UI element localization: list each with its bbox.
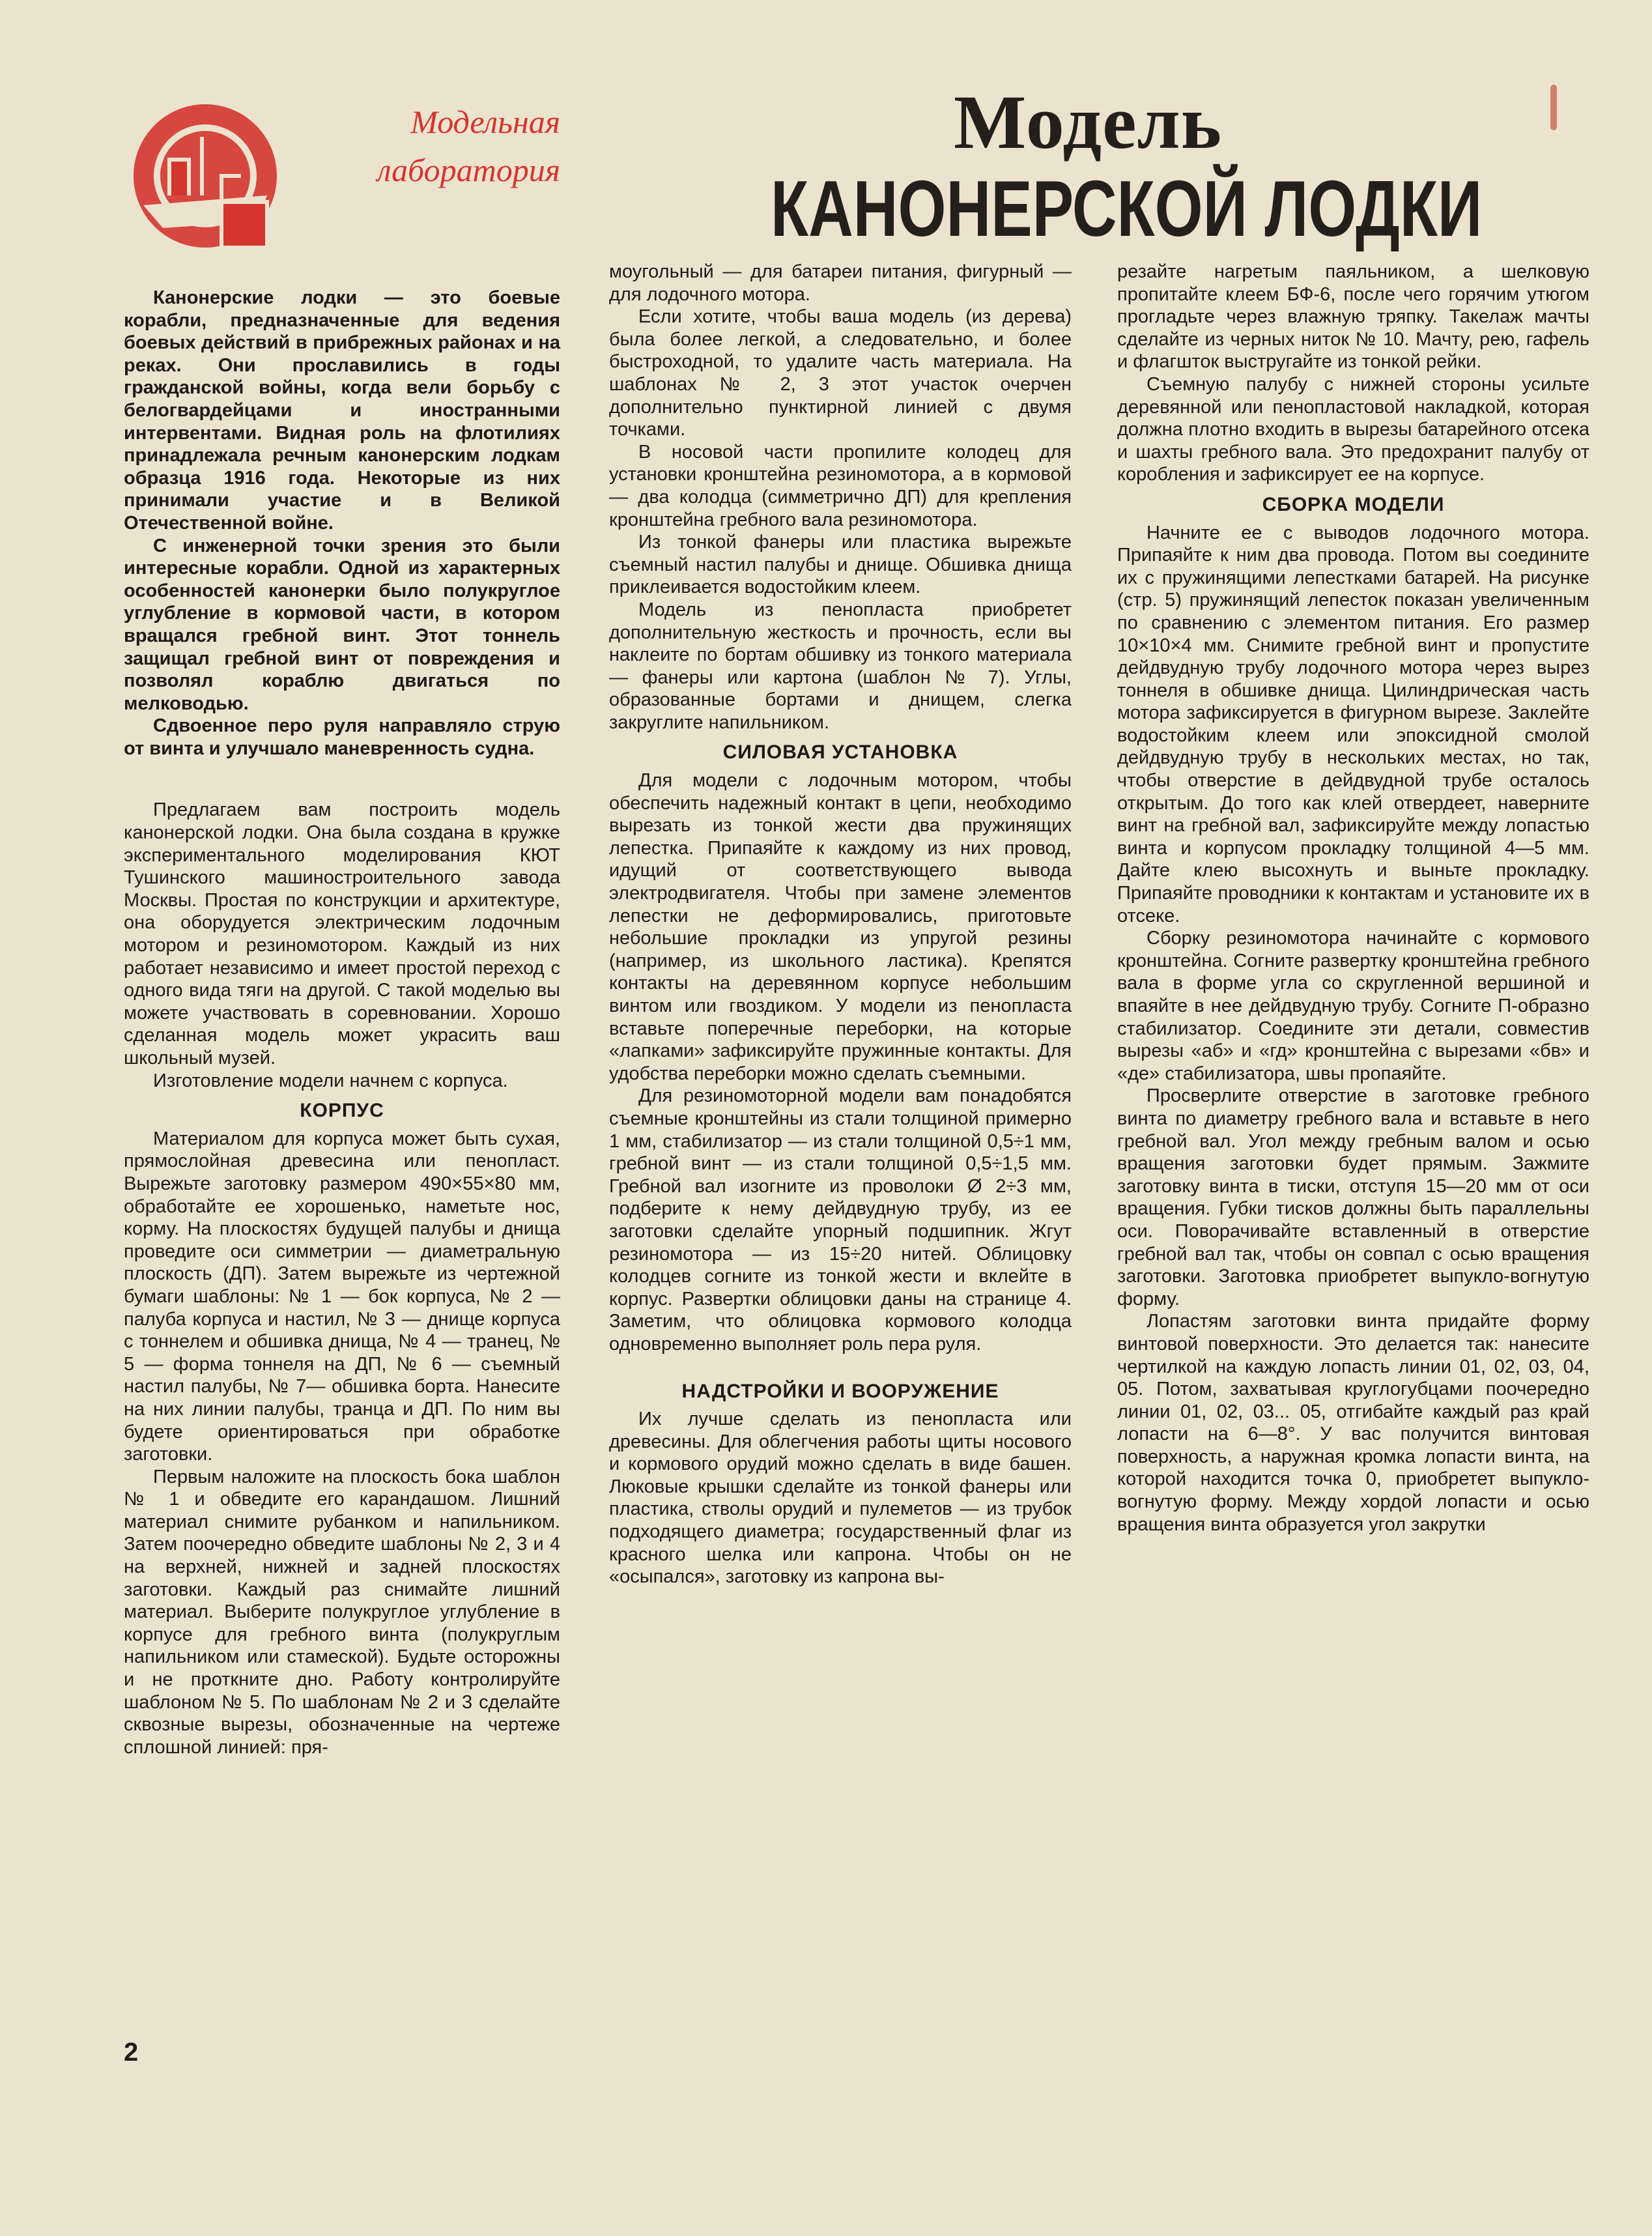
lab-emblem-icon <box>124 98 287 254</box>
rubric-line-2: лаборатория <box>377 152 560 188</box>
body-paragraph: Если хотите, чтобы ваша модель (из дерева) была более легкой, а следовательно, и более быстроходной, то удалите часть материала. На шаблонах № 2, 3 этот участок очерчен дополнительно пунктирной линией с двумя точками. <box>609 306 1072 440</box>
body-paragraph: Материалом для корпуса может быть сухая, прямослойная древесина или пенопласт. Вырежьте заготовку размером 490×55×80 мм, обработайте ее хорошенько, наметьте нос, корму. На плоскостях будущей палубы и днища проведите оси симметрии — диаметральную плоскость (ДП). Затем вырежьте из чертежной бумаги шаблоны: № 1 — бок корпуса, № 2 — палуба корпуса и настил, № 3 — днище корпуса с тоннелем и обшивка днища, № 4 — транец, № 5 — форма тоннеля на ДП, № 6 — съемный настил палубы, № 7— обшивка борта. Нанесите на них линии палубы, транца и ДП. По ним вы будете ориентироваться при обработке заготовки. <box>124 1128 560 1465</box>
intro-paragraph: Сдвоенное перо руля направляло струю от винта и улучшало маневренность судна. <box>124 715 560 759</box>
body-paragraph: Начните ее с выводов лодочного мотора. Припаяйте к ним два провода. Потом вы соедините их с пружинящими лепестками батарей. На рисунке (стр. 5) пружинящий лепесток показан увеличенным по сравнению с элементом питания. Его размер 10×10×4 мм. Снимите гребной винт и пропустите дейдвудную трубу лодочного мотора через вырез тоннеля в обшивке днища. Цилиндрическая часть мотора зафиксируется в фигурном вырезе. Заклейте водостойким клеем или эпоксидной смолой дейдвудную трубу в нескольких местах, но так, чтобы отверстие в дейдвудной трубе осталось открытым. До того как клей отвердеет, наверните винт на гребной вал, зафиксируйте между лопастью винта и корпусом прокладку толщиной 4—5 мм. Дайте клею высохнуть и выньте прокладку. Припаяйте проводники к контактам и установите их в отсеке. <box>1117 522 1589 926</box>
edge-mark <box>1550 85 1557 130</box>
body-paragraph: Просверлите отверстие в заготовке гребного винта по диаметру гребного вала и вставьте в него гребной вал. Угол между гребным валом и осью вращения заготовки будет прямым. Зажмите заготовку винта в тиски, отступя 15—20 мм от оси вращения. Губки тисков должны быть параллельны оси. Поворачивайте вставленный в отверстие гребной вал так, чтобы он совпал с осью вращения заготовки. Заготовка приобретет выпукло-вогнутую форму. <box>1117 1085 1589 1310</box>
body-paragraph: Изготовление модели начнем с корпуса. <box>153 1070 508 1091</box>
body-paragraph: Сборку резиномотора начинайте с кормового кронштейна. Согните развертку кронштейна гребного вала в форме угла со скругленной вершиной и впаяйте в нее дейдвудную трубу. Согните П-образно стабилизатор. Соедините эти детали, совместив вырезы «аб» и «гд» кронштейна с вырезами «бв» и «де» стабилизатора, швы пропаяйте. <box>1117 928 1589 1084</box>
article-title-line-2: КАНОНЕРСКОЙ ЛОДКИ <box>771 164 1483 253</box>
body-paragraph: Модель из пенопласта приобретет дополнительную жесткость и прочность, если вы наклеите по бортам обшивку из тонкого материала — фанеры или картона (шаблон № 7). Углы, образованные бортами и днищем, слегка закруглите напильником. <box>609 599 1072 733</box>
body-paragraph: Первым наложите на плоскость бока шаблон № 1 и обведите его карандашом. Лишний материал снимите рубанком и напильником. Затем поочередно обведите шаблоны № 2, 3 и 4 на верхней, нижней и задней плоскостях заготовки. Каждый раз снимайте лишний материал. Выберите полукруглое углубление в корпусе для гребного винта (полукруглым напильником или стамеской). Будьте осторожны и не проткните дно. Работу контролируйте шаблоном № 5. По шаблонам № 2 и 3 сделайте сквозные вырезы, обозначенные на чертеже сплошной линией: пря- <box>124 1466 560 1758</box>
rubric <box>306 98 560 194</box>
page-number: 2 <box>124 2038 139 2067</box>
body-paragraph: Для резиномоторной модели вам понадобятся съемные кронштейны из стали толщиной примерно 1 мм, стабилизатор — из стали толщиной 0,5÷1 мм, гребной винт — из стали толщиной 0,5÷1,5 мм. Гребной вал изогните из проволоки Ø 2÷3 мм, подберите к нему дейдвудную трубу, из ее заготовки сделайте упорный подшипник. Жгут резиномотора — из 15÷20 нитей. Облицовку колодцев согните из тонкой жести и вклейте в корпус. Развертки облицовки даны на странице 4. Заметим, что облицовка кормового колодца одновременно выполняет роль пера руля. <box>609 1085 1072 1354</box>
section-heading-superstructure: НАДСТРОЙКИ И ВООРУЖЕНИЕ <box>681 1380 999 1402</box>
intro-paragraph: С инженерной точки зрения это были интересные корабли. Одной из характерных особенностей канонерки было полукруглое углубление в кормовой части, в котором вращался гребной винт. Этот тоннель защищал гребной винт от повреждения и позволял кораблю двигаться по мелководью. <box>124 535 560 714</box>
section-heading-hull: КОРПУС <box>300 1100 384 1122</box>
section-heading-power: СИЛОВАЯ УСТАНОВКА <box>722 741 958 764</box>
body-paragraph: Лопастям заготовки винта придайте форму винтовой поверхности. Это делается так: нанесите чертилкой на каждую лопасть линии 01, 02, 03, 04, 05. Потом, захватывая круглогубцами поочередно линии 01, 02, 03... 05, отгибайте каждый раз край лопасти на 6—8°. У вас получится винтовая поверхность, а наружная кромка лопасти винта, на которой находится точка 0, приобретет выпукло-вогнутую форму. Между хордой лопасти и осью вращения винта образуется угол закрутки <box>1117 1311 1589 1535</box>
body-paragraph: резайте нагретым паяльником, а шелковую пропитайте клеем БФ-6, после чего горячим утюгом прогладьте через влажную тряпку. Такелаж мачты сделайте из черных ниток № 10. Мачту, рею, гафель и флагшток выстругайте из тонкой рейки. <box>1117 261 1589 373</box>
column-3 <box>1117 261 1589 1536</box>
body-paragraph: Съемную палубу с нижней стороны усильте деревянной или пенопластовой накладкой, которая должна плотно входить в вырезы батарейного отсека и шахты гребного вала. Это предохранит палубу от коробления и зафиксирует ее на корпусе. <box>1117 373 1589 485</box>
body-paragraph: Предлагаем вам построить модель канонерской лодки. Она была создана в кружке экспериментального моделирования КЮТ Тушинского машиностроительного завода Москвы. Простая по конструкции и архитектуре, она оборудуется электрическим лодочным мотором и резиномотором. Каждый из них работает независимо и имеет простой переход с одного вида тяги на другой. С такой моделью вы можете участвовать в соревновании. Хорошо сделанная модель может украсить ваш школьный музей. <box>124 799 560 1068</box>
body-paragraph: Для модели с лодочным мотором, чтобы обеспечить надежный контакт в цепи, необходимо вырезать из тонкой жести два пружинящих лепестка. Припаяйте к каждому из них провод, идущий от соответствующего вывода электродвигателя. Чтобы при замене элементов лепестки не деформировались, приготовьте небольшие прокладки из упругой резины (например, из школьного ластика). Крепятся контакты на деревянном корпусе небольшим винтом или гвоздиком. У модели из пенопласта вставьте поперечные переборки, на которые «лапками» зафиксируйте пружинные контакты. Для удобства переборки можно сделать съемными. <box>609 770 1072 1084</box>
article-title-line-1: Модель <box>953 79 1223 165</box>
column-2 <box>609 261 1072 1588</box>
body-paragraph: Из тонкой фанеры или пластика вырежьте съемный настил палубы и днище. Обшивка днища приклеивается водостойким клеем. <box>609 532 1072 598</box>
body-paragraph: моугольный — для батареи питания, фигурный — для лодочного мотора. <box>609 261 1072 305</box>
column-1 <box>124 287 560 1758</box>
section-heading-assembly: СБОРКА МОДЕЛИ <box>1262 493 1445 515</box>
body-paragraph: В носовой части пропилите колодец для установки кронштейна резиномотора, а в кормовой — два колодца (симметрично ДП) для крепления кронштейна гребного вала резиномотора. <box>609 441 1072 530</box>
intro-paragraph: Канонерские лодки — это боевые корабли, предназначенные для ведения боевых действий в прибрежных районах и на реках. Они прославились в годы гражданской войны, когда вели борьбу с белогвардейцами и иностранными интервентами. Видная роль на флотилиях принадлежала речным канонерским лодкам образца 1916 года. Некоторые из них принимали участие и в Великой Отечественной войне. <box>124 287 560 534</box>
rubric-line-1: Модельная <box>410 104 560 140</box>
body-paragraph: Их лучше сделать из пенопласта или древесины. Для облегчения работы щиты носового и кормового орудий можно сделать в виде башен. Люковые крышки сделайте из тонкой фанеры или пластика, стволы орудий и пулеметов — из трубок подходящего диаметра; государственный флаг из красного шелка или капрона. Чтобы он не «осыпался», заготовку из капрона вы- <box>609 1409 1072 1588</box>
